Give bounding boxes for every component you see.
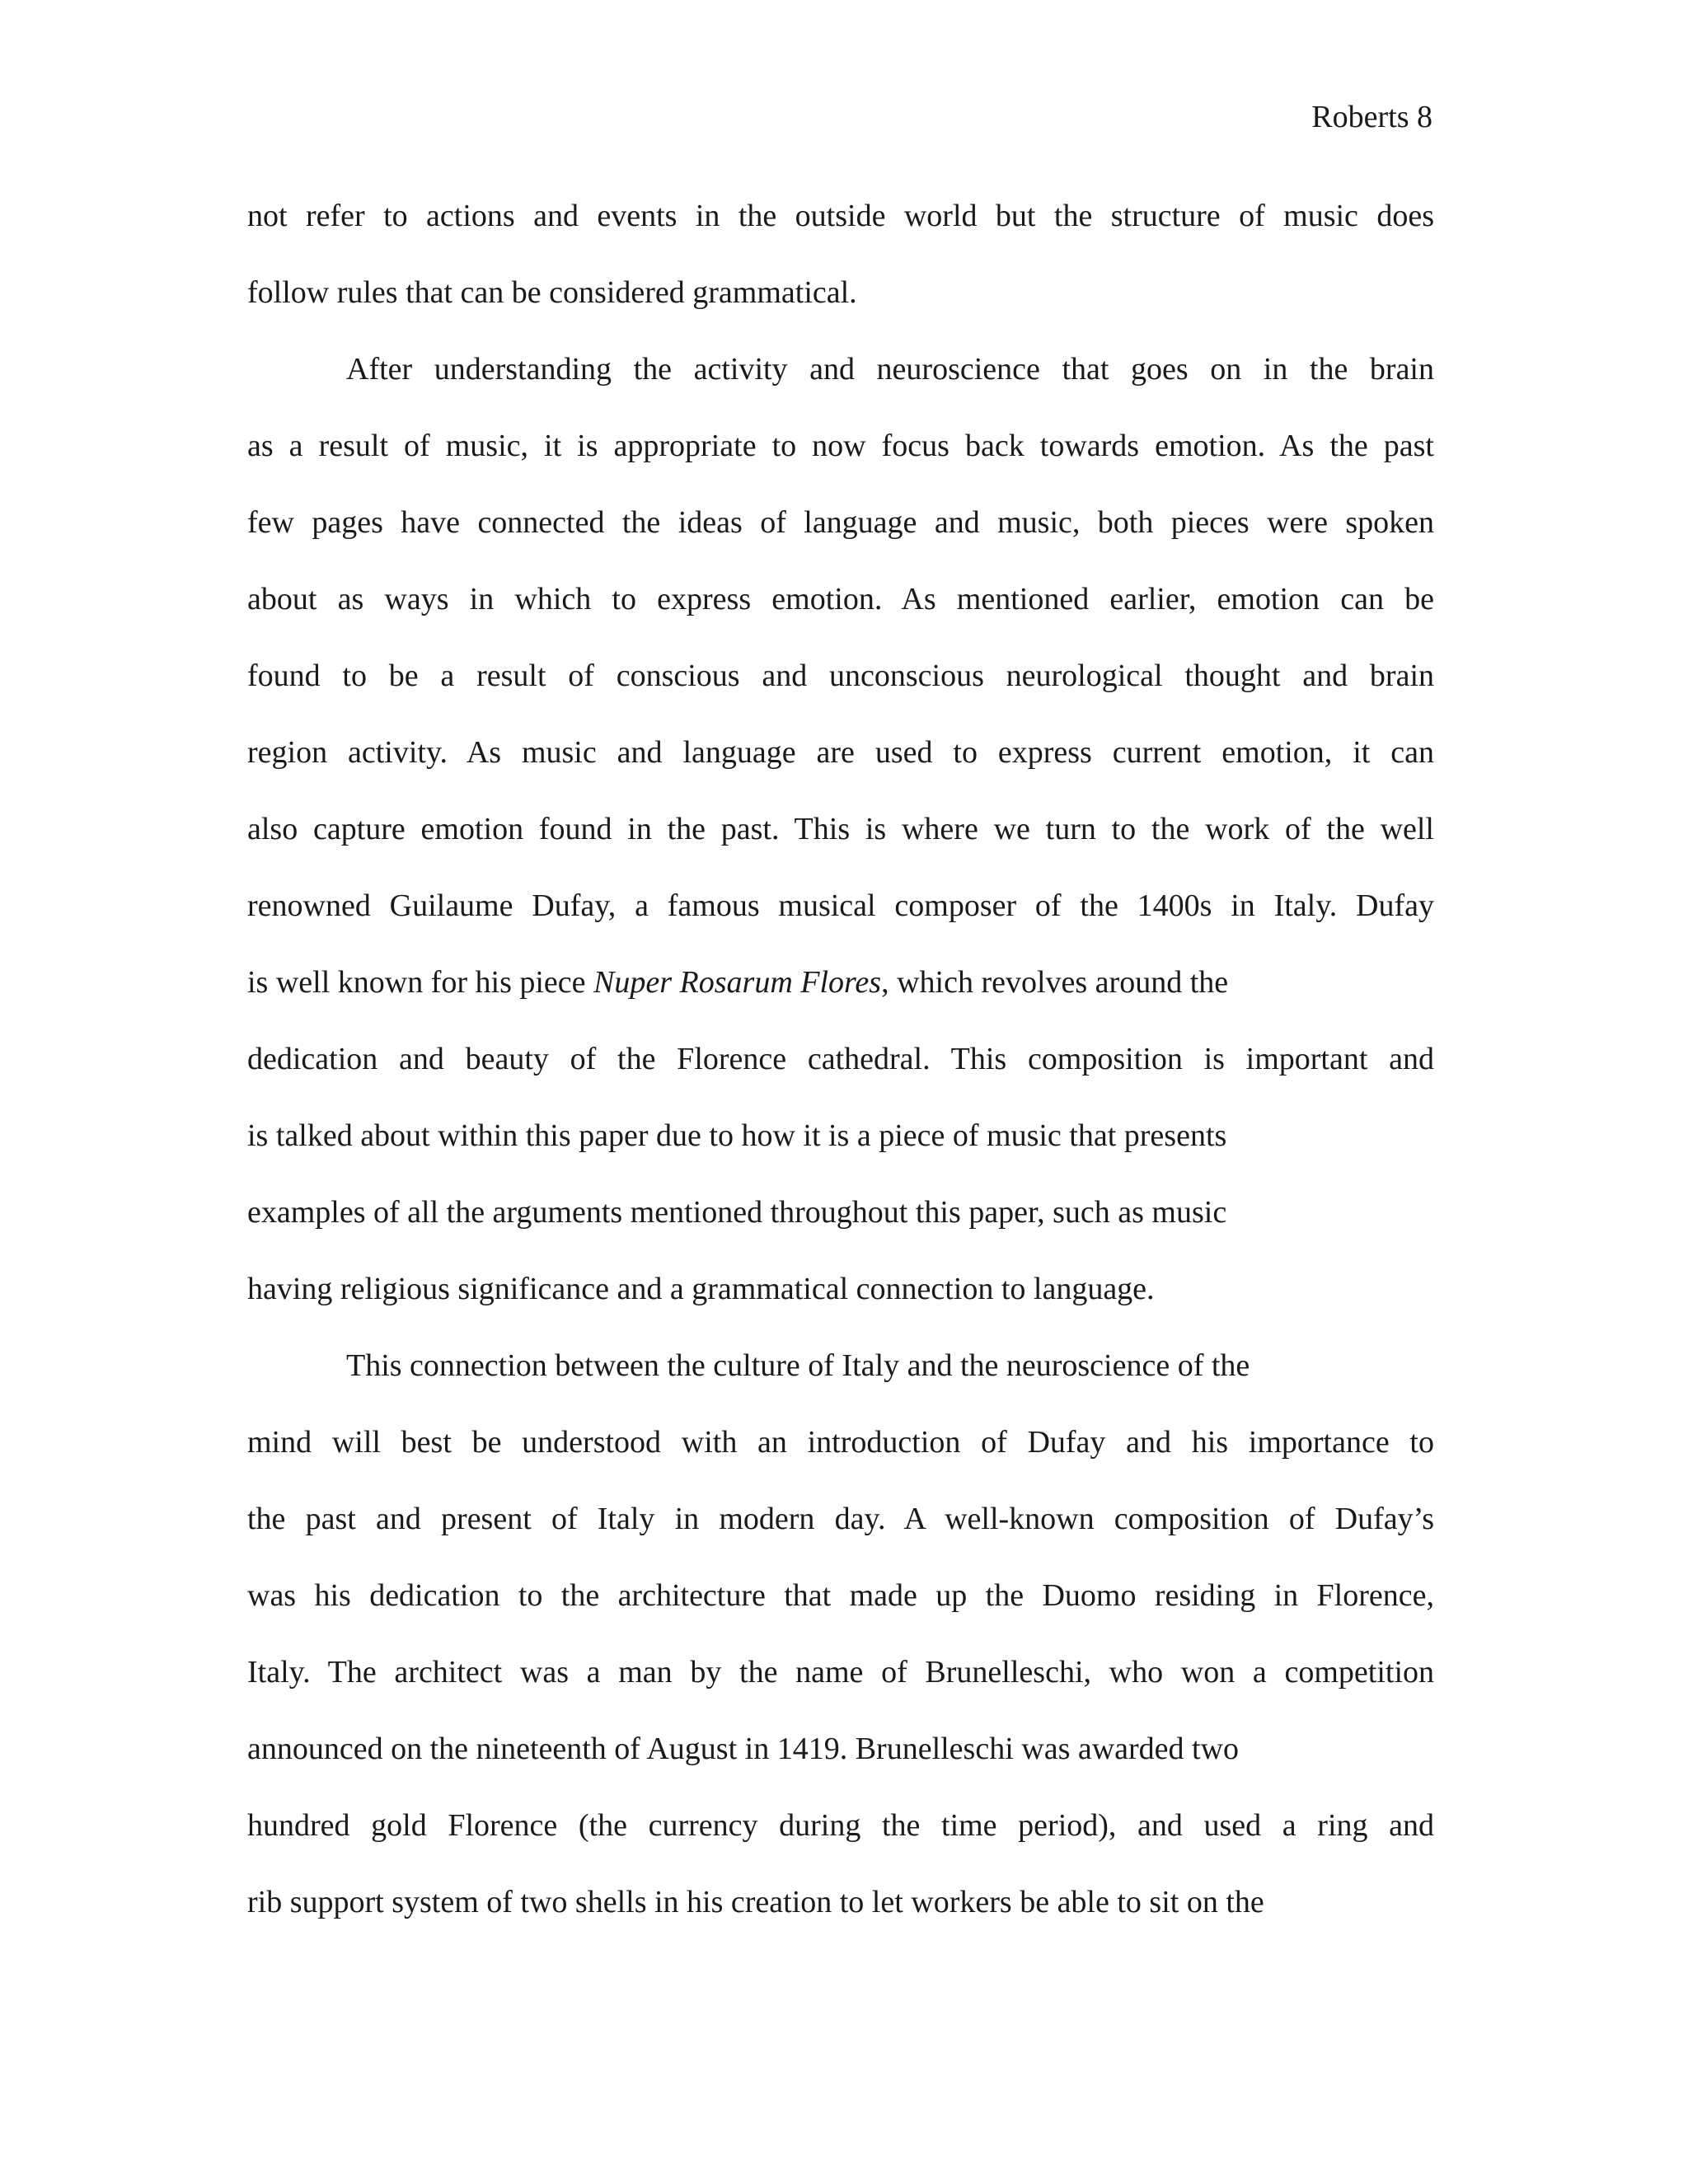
text-segment: is well known for his piece <box>247 965 594 1000</box>
text-line: region activity. As music and language are used to express current emotion, it can <box>247 735 1434 770</box>
text-line: few pages have connected the ideas of language and music, both pieces were spoken <box>247 505 1434 540</box>
paragraph-first-line: After understanding the activity and neuroscience that goes on in the brain <box>346 352 1434 387</box>
text-line: hundred gold Florence (the currency during the time period), and used a ring and <box>247 1808 1434 1843</box>
running-head: Roberts 8 <box>1311 100 1432 134</box>
text-line: was his dedication to the architecture that made up the Duomo residing in Florence, <box>247 1578 1434 1613</box>
text-line: not refer to actions and events in the outside world but the structure of music does <box>247 199 1434 233</box>
text-line: examples of all the arguments mentioned throughout this paper, such as music <box>247 1195 1227 1230</box>
text-line: as a result of music, it is appropriate to now focus back towards emotion. As the past <box>247 429 1434 463</box>
text-line: about as ways in which to express emotion. As mentioned earlier, emotion can be <box>247 582 1434 616</box>
text-line: having religious significance and a grammatical connection to language. <box>247 1272 1155 1306</box>
text-line: the past and present of Italy in modern day. A well-known composition of Dufay’s <box>247 1502 1434 1536</box>
text-segment: , which revolves around the <box>881 965 1229 1000</box>
text-line: found to be a result of conscious and unconscious neurological thought and brain <box>247 658 1434 693</box>
text-line: mind will best be understood with an introduction of Dufay and his importance to <box>247 1425 1434 1460</box>
text-line: announced on the nineteenth of August in 1419. Brunelleschi was awarded two <box>247 1732 1240 1766</box>
text-line: is talked about within this paper due to how it is a piece of music that presents <box>247 1118 1227 1153</box>
composition-title: Nuper Rosarum Flores <box>593 965 882 1000</box>
text-line: dedication and beauty of the Florence cathedral. This composition is important and <box>247 1042 1434 1076</box>
paragraph-first-line: This connection between the culture of Italy and the neuroscience of the <box>346 1348 1250 1383</box>
text-line: Italy. The architect was a man by the name of Brunelleschi, who won a competition <box>247 1655 1434 1690</box>
text-line: renowned Guilaume Dufay, a famous musical composer of the 1400s in Italy. Dufay <box>247 888 1434 923</box>
text-line-with-title <box>247 958 1228 1007</box>
text-line: also capture emotion found in the past. This is where we turn to the work of the well <box>247 812 1434 846</box>
text-line: rib support system of two shells in his creation to let workers be able to sit on the <box>247 1885 1264 1919</box>
text-line: follow rules that can be considered grammatical. <box>247 275 857 310</box>
